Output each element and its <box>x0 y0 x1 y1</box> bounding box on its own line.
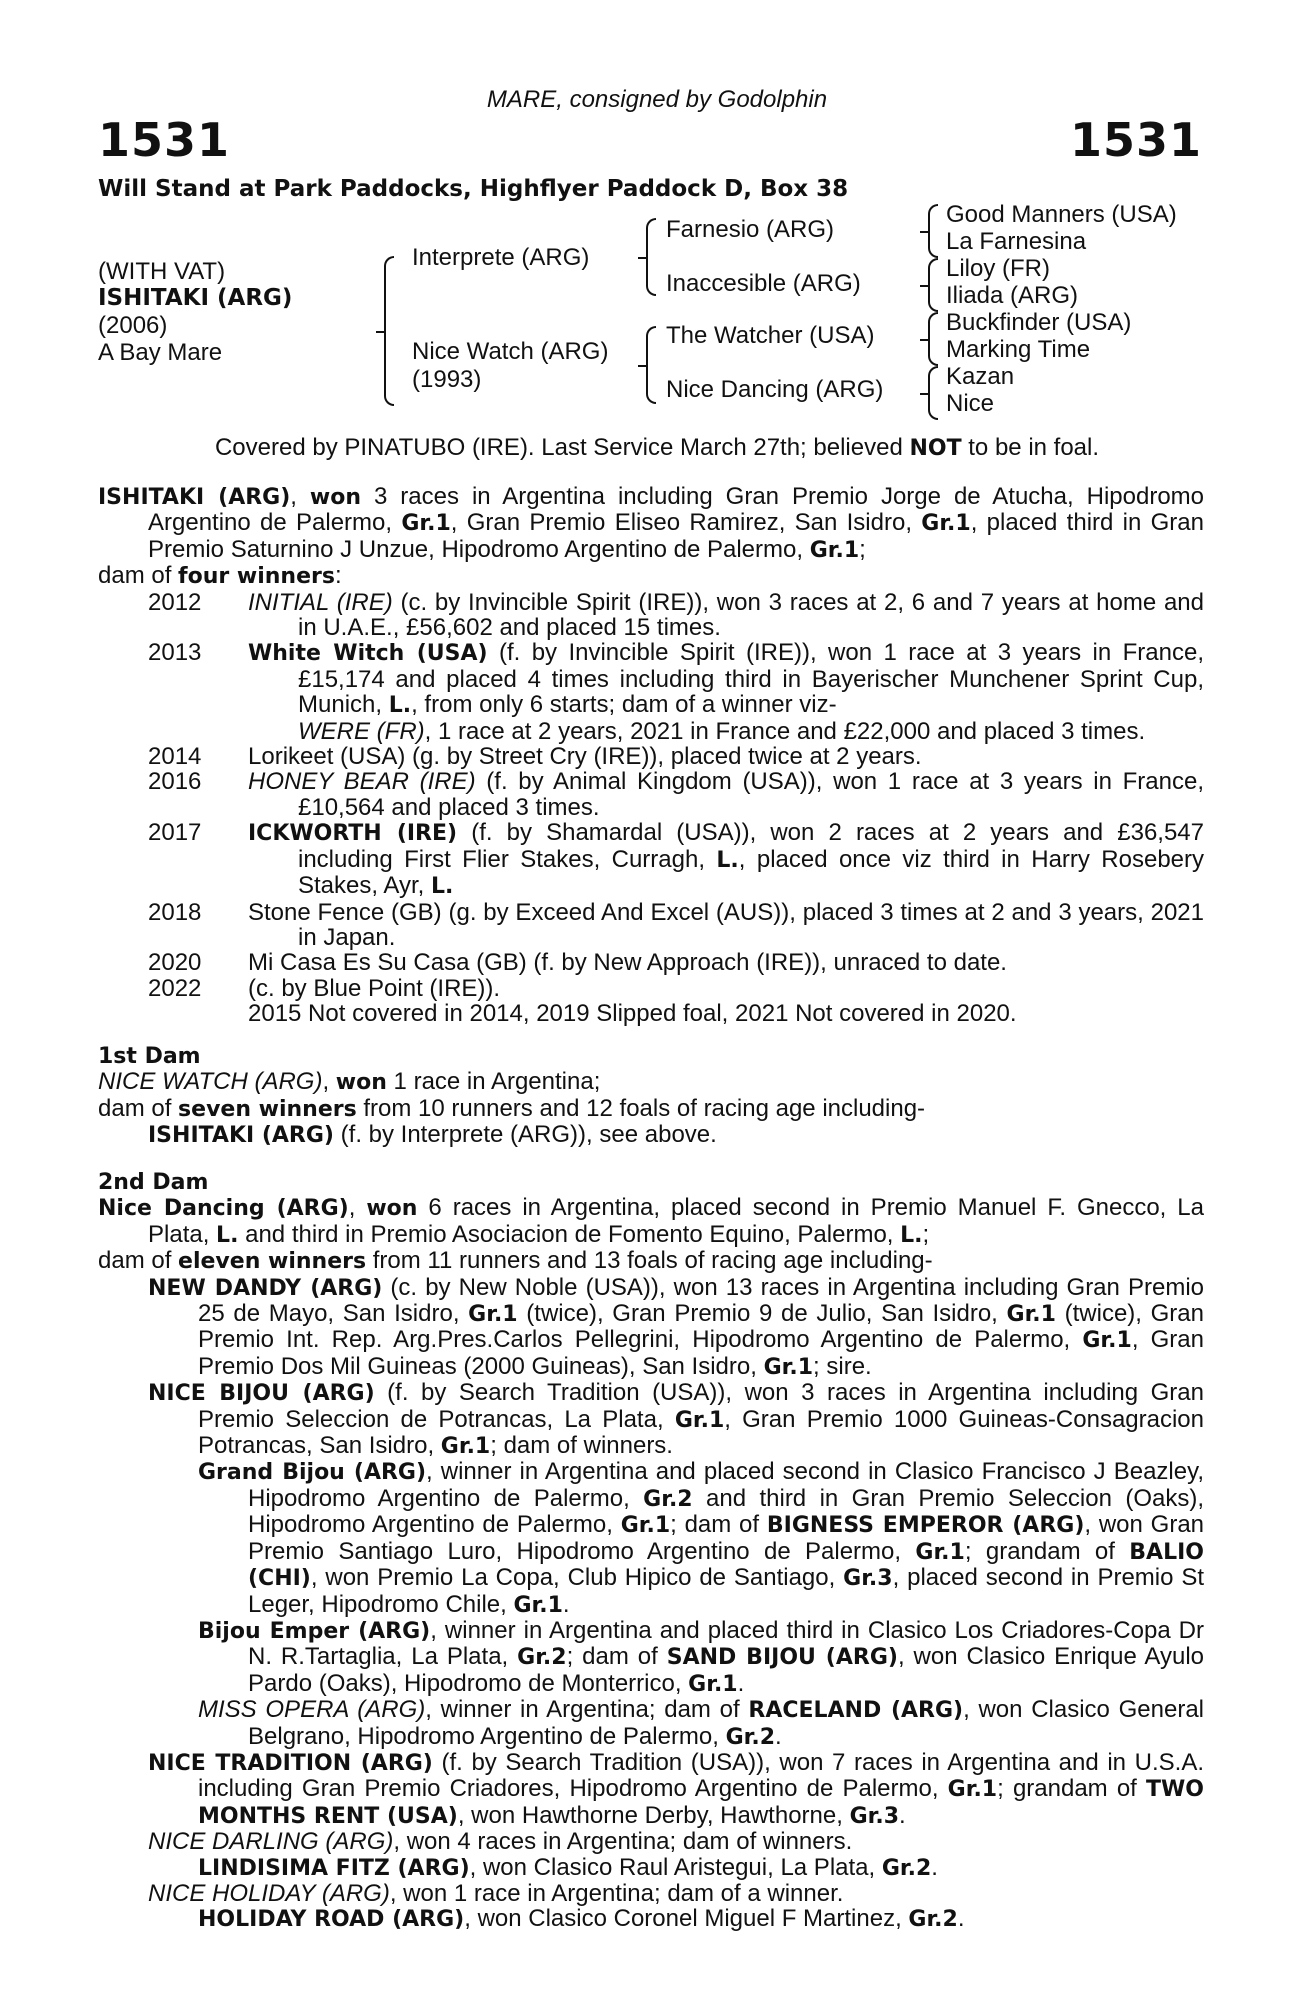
progeny-row <box>98 744 1204 769</box>
grade: Gr.1 <box>1006 1302 1056 1328</box>
produce-text: (c. by New Noble (USA)), won 13 races in Argentina including Gran Premio 25 de Mayo, San Isidro, <box>198 1273 1205 1328</box>
sires-dam: Inaccesible (ARG) <box>666 270 861 297</box>
progeny-detail <box>248 950 1204 975</box>
not-covered-note: 2015 Not covered in 2014, 2019 Slipped foal, 2021 Not covered in 2020. <box>248 1000 1017 1028</box>
first-dam-name: NICE WATCH (ARG) <box>98 1068 323 1096</box>
grade: Gr.1 <box>763 1354 814 1380</box>
brace-g3 <box>928 312 938 366</box>
grade: Gr.1 <box>440 1434 491 1460</box>
produce-name: NEW DANDY (ARG) <box>148 1275 383 1301</box>
progeny-name: Mi Casa Es Su Casa (GB) <box>248 949 527 977</box>
produce-text: ; dam of winners. <box>490 1432 673 1460</box>
mare-text: ; <box>859 535 866 563</box>
ggp-8: Nice <box>946 390 995 417</box>
horse-name: ISHITAKI (ARG) <box>98 285 293 311</box>
second-dam-section <box>98 1170 1204 1933</box>
grade: Gr.3 <box>849 1803 899 1829</box>
progeny-year: 2016 <box>148 768 202 796</box>
grade: Gr.1 <box>809 537 860 563</box>
dam-of-text: dam of <box>98 562 179 590</box>
produce-name: Bijou Emper (ARG) <box>198 1618 431 1644</box>
progeny-text: (c. by Invincible Spirit (IRE)), won 3 races at 2, 6 and 7 years at home and in U.A.E., £56,602 and placed 15 times. <box>298 588 1204 642</box>
produce-text: . <box>737 1669 745 1697</box>
covering-tail: to be in foal. <box>968 434 1100 461</box>
ggp-3: Liloy (FR) <box>946 255 1051 282</box>
produce-bijou-emper <box>98 1618 1204 1697</box>
mare-won: won <box>309 485 362 510</box>
produce-name: BIGNESS EMPEROR (ARG) <box>766 1513 1085 1539</box>
grade: L. <box>388 693 412 719</box>
grade: L. <box>900 1222 923 1248</box>
grade: Gr.1 <box>1082 1328 1132 1354</box>
dam-of-text: dam of <box>98 1247 179 1275</box>
produce-grand-bijou <box>98 1459 1204 1617</box>
ggp-1: Good Manners (USA) <box>946 201 1177 228</box>
produce-text: ; grandam of <box>964 1537 1130 1565</box>
grade: Gr.1 <box>620 1513 671 1539</box>
second-dam-text: and third in Premio Asociacion de Fomento Equino, Palermo, <box>238 1220 901 1248</box>
progeny-text: (f. by Invincible Spirit (IRE)), won 1 race at 3 years in France, £15,174 and placed 4 times including third in Bayerischer Munchener Sprint Cup, Munich, <box>298 639 1204 719</box>
produce-text: ; sire. <box>813 1352 872 1380</box>
second-dam-dam-of <box>98 1248 1204 1274</box>
foaling-year: (2006) <box>98 312 168 339</box>
produce-text: (f. by Interprete (ARG)), see above. <box>333 1121 717 1149</box>
produce-nice-darling <box>98 1829 1204 1854</box>
produce-name: TWO MONTHS RENT (USA) <box>198 1777 1204 1829</box>
brace-dam-parents <box>646 326 656 404</box>
progeny-row <box>98 820 1204 899</box>
produce-text: , won Clasico Raul Aristegui, La Plata, <box>469 1853 882 1881</box>
mare-text: , placed third in Gran Premio Saturnino J Unzue, Hipodromo Argentino de Palermo, <box>148 509 1204 563</box>
dams-dam: Nice Dancing (ARG) <box>666 376 884 403</box>
first-dam-heading: 1st Dam <box>98 1044 201 1069</box>
produce-name: NICE DARLING (ARG) <box>148 1828 394 1856</box>
produce-name: HOLIDAY ROAD (ARG) <box>198 1907 465 1933</box>
produce-text: and third in Gran Premio Seleccion (Oaks), Hipodromo Argentino de Palermo, <box>248 1484 1204 1539</box>
produce-text: , Gran Premio 1000 Guineas-Consagracion Potrancas, San Isidro, <box>198 1405 1205 1460</box>
second-dam-heading: 2nd Dam <box>98 1170 209 1195</box>
produce-holiday-road <box>98 1906 1204 1932</box>
brace-g2 <box>928 258 938 312</box>
progeny-row <box>98 590 1204 641</box>
progeny-text: (f. by New Approach (IRE)), unraced to date. <box>526 949 1007 977</box>
brace-sire-dam <box>384 256 394 406</box>
winners-count: seven winners <box>178 1096 357 1122</box>
produce-text: ; dam of <box>670 1511 767 1539</box>
produce-new-dandy <box>98 1275 1204 1381</box>
progeny-year: 2018 <box>148 898 202 926</box>
grade: L. <box>716 847 739 873</box>
progeny-name: HONEY BEAR (IRE) <box>248 768 476 796</box>
progeny-detail <box>248 590 1204 641</box>
progeny-name: White Witch (USA) <box>248 641 488 667</box>
produce-text: , won 4 races in Argentina; dam of winners. <box>393 1828 853 1856</box>
produce-text: , Gran Premio Dos Mil Guineas (2000 Guineas), San Isidro, <box>198 1326 1204 1380</box>
first-dam-section <box>98 1044 1204 1149</box>
winners-count: four winners <box>178 564 335 590</box>
covering-text: Covered by PINATUBO (IRE). Last Service March 27th; believed <box>214 434 903 461</box>
progeny-row <box>98 640 1204 744</box>
grade: Gr.1 <box>468 1302 518 1328</box>
progeny-detail <box>248 900 1204 951</box>
grade: Gr.2 <box>881 1855 932 1881</box>
progeny-text: , placed once viz third in Harry Rosebery Stakes, Ayr, <box>298 845 1205 900</box>
progeny-text: (g. by Street Cry (IRE)), placed twice at 2 years. <box>405 743 922 771</box>
progeny-year: 2020 <box>148 949 202 977</box>
produce-text: , winner in Argentina and placed third in Clasico Los Criadores-Copa Dr N. R.Tartaglia, La Plata, <box>248 1616 1204 1671</box>
grade: Gr.2 <box>643 1486 693 1512</box>
second-dam-text: ; <box>922 1220 930 1248</box>
progeny-year: 2012 <box>148 588 202 616</box>
produce-nice-tradition <box>98 1750 1204 1829</box>
first-dam-text: 1 race in Argentina; <box>386 1068 601 1096</box>
progeny-row <box>98 769 1204 820</box>
progeny-detail <box>248 769 1204 820</box>
produce-name: NICE BIJOU (ARG) <box>148 1381 375 1407</box>
progeny-row <box>98 976 1204 1001</box>
progeny-text: (f. by Animal Kingdom (USA)), won 1 race at 3 years in France, £10,564 and placed 3 times. <box>298 768 1204 821</box>
grandprogeny <box>298 719 1145 744</box>
grade: Gr.1 <box>688 1671 738 1697</box>
produce-text: (f. by Search Tradition (USA)), won 3 races in Argentina including Gran Premio Seleccion de Potrancas, La Plata, <box>198 1379 1204 1433</box>
stand-location: Will Stand at Park Paddocks, Highflyer Paddock D, Box 38 <box>98 176 849 202</box>
consignor-line: MARE, consigned by Godolphin <box>486 86 828 113</box>
first-dam-dam-of <box>98 1096 1204 1122</box>
grade: Gr.1 <box>401 511 451 537</box>
produce-name: MISS OPERA (ARG) <box>198 1696 426 1724</box>
grade: Gr.1 <box>921 511 971 537</box>
progeny-detail <box>248 744 1204 769</box>
grandprogeny-text: , 1 race at 2 years, 2021 in France and £22,000 and placed 3 times. <box>424 717 1146 745</box>
produce-text: , won 1 race in Argentina; dam of a winner. <box>389 1879 844 1907</box>
produce-name: ISHITAKI (ARG) <box>148 1123 334 1149</box>
grade: L. <box>216 1222 239 1248</box>
progeny-row <box>98 950 1204 975</box>
grade: L. <box>430 874 454 900</box>
grade: Gr.2 <box>908 1907 958 1933</box>
produce-text: , won Premio La Copa, Club Hipico de Santiago, <box>310 1564 844 1592</box>
second-dam-record: Nice Dancing (ARG), won 6 races in Argentina, placed second in Premio Manuel F. Gnecco, La Plata, L. and third in Premio Asociacion de Fomento Equino, Palermo, L.; <box>98 1194 1204 1248</box>
produce-name: Grand Bijou (ARG) <box>198 1460 427 1486</box>
covering-note <box>0 434 1314 462</box>
second-dam-name: Nice Dancing (ARG) <box>98 1196 349 1222</box>
produce-text: . <box>931 1853 938 1881</box>
ggp-5: Buckfinder (USA) <box>946 309 1132 336</box>
progeny-detail <box>248 976 1204 1001</box>
progeny-detail <box>248 820 1204 899</box>
produce-text: , won Clasico Coronel Miguel F Martinez, <box>464 1905 909 1933</box>
grade: Gr.2 <box>517 1645 567 1671</box>
produce-text: ; grandam of <box>997 1775 1147 1803</box>
sire-name: Interprete (ARG) <box>412 244 590 271</box>
produce-text: ; dam of <box>566 1643 667 1671</box>
brace-g1 <box>928 204 938 258</box>
produce-lindisima-fitz <box>98 1855 1204 1881</box>
produce-nice-holiday <box>98 1881 1204 1906</box>
produce-name: SAND BIJOU (ARG) <box>666 1645 898 1671</box>
produce-text: . <box>775 1722 782 1750</box>
grade: Gr.1 <box>513 1592 563 1618</box>
sires-sire: Farnesio (ARG) <box>666 216 835 243</box>
ggp-2: La Farnesina <box>946 228 1087 255</box>
dam-of-text: dam of <box>98 1094 179 1122</box>
mare-record <box>98 484 1204 1027</box>
progeny-name: ICKWORTH (IRE) <box>248 821 458 847</box>
second-dam-text: 6 races in Argentina, placed second in Premio Manuel F. Gnecco, La Plata, <box>148 1194 1204 1248</box>
produce-text: , won Hawthorne Derby, Hawthorne, <box>457 1801 850 1829</box>
produce-text: (twice), Gran Premio Int. Rep. Arg.Pres.Carlos Pellegrini, Hipodromo Argentino de Palermo, <box>198 1300 1204 1354</box>
progeny-text: (g. by Exceed And Excel (AUS)), placed 3 times at 2 and 3 years, 2021 in Japan. <box>298 898 1204 951</box>
horse-description: A Bay Mare <box>98 339 223 366</box>
produce-text: . <box>899 1801 906 1829</box>
produce-text: . <box>562 1590 570 1618</box>
produce-text: , winner in Argentina and placed second in Clasico Francisco J Beazley, Hipodromo Argentino de Palermo, <box>248 1458 1204 1512</box>
produce-miss-opera <box>98 1697 1204 1750</box>
progeny-row <box>98 900 1204 951</box>
grade: Gr.1 <box>947 1777 998 1803</box>
grade: Gr.3 <box>843 1566 893 1592</box>
produce-text: , won Clasico Enrique Ayulo Pardo (Oaks), Hipodromo de Monterrico, <box>248 1643 1205 1697</box>
produce-name: NICE HOLIDAY (ARG) <box>148 1879 390 1907</box>
produce-name: BALIO (CHI) <box>248 1539 1204 1592</box>
progeny-year: 2014 <box>148 743 202 771</box>
mare-paragraph: ISHITAKI (ARG), won 3 races in Argentina including Gran Premio Jorge de Atucha, Hipodromo Argentino de Palermo, Gr.1, Gran Premio Eliseo Ramirez, San Isidro, Gr.1, placed third in Gran Premio Saturnino J Unzue, Hipodromo Argentino de Palermo, Gr.1; <box>98 483 1205 563</box>
produce-nice-bijou <box>98 1380 1204 1459</box>
brace-sire-parents <box>646 218 656 296</box>
winners-count: eleven winners <box>178 1249 367 1275</box>
ggp-7: Kazan <box>946 363 1015 390</box>
dam-name: Nice Watch (ARG) <box>412 338 609 365</box>
mare-text: 3 races in Argentina including Gran Premio Jorge de Atucha, Hipodromo Argentino de Palermo, <box>148 483 1205 537</box>
mare-text: , Gran Premio Eliseo Ramirez, San Isidro, <box>450 509 922 537</box>
produce-name: RACELAND (ARG) <box>748 1698 964 1724</box>
dams-sire: The Watcher (USA) <box>666 322 875 349</box>
grade: Gr.1 <box>674 1407 725 1433</box>
mare-dam-of <box>98 563 1204 589</box>
produce-name: LINDISIMA FITZ (ARG) <box>198 1855 470 1881</box>
produce-text: , won Gran Premio Santiago Luro, Hipodromo Argentino de Palermo, <box>248 1511 1205 1565</box>
produce-text: , won Clasico General Belgrano, Hipodromo Argentino de Palermo, <box>248 1696 1204 1750</box>
progeny-year: 2013 <box>148 639 202 667</box>
dam-of-text: : <box>334 562 342 590</box>
grade: Gr.2 <box>725 1724 776 1750</box>
produce-name: NICE TRADITION (ARG) <box>148 1750 433 1776</box>
progeny-name: INITIAL (IRE) <box>248 588 393 616</box>
brace-g4 <box>928 366 938 420</box>
won-label: won <box>335 1070 387 1096</box>
progeny-year: 2022 <box>148 974 202 1002</box>
produce-text: (f. by Search Tradition (USA)), won 7 races in Argentina and in U.S.A. including Gran Premio Criadores, Hipodromo Argentino de Palermo, <box>198 1748 1204 1803</box>
first-dam-record: NICE WATCH (ARG), won 1 race in Argentina; <box>98 1068 601 1096</box>
covering-not: NOT <box>909 436 962 461</box>
produce-text: , placed second in Premio St Leger, Hipodromo Chile, <box>248 1564 1205 1618</box>
progeny-detail <box>248 640 1204 744</box>
progeny-year: 2017 <box>148 819 202 847</box>
first-dam-produce <box>98 1122 1204 1148</box>
won-label: won <box>366 1196 418 1222</box>
produce-text: . <box>957 1905 965 1933</box>
progeny-text: (c. by Blue Point (IRE)). <box>248 974 501 1002</box>
mare-name: ISHITAKI (ARG) <box>98 485 291 510</box>
dam-year: (1993) <box>412 366 482 393</box>
progeny-text: , from only 6 starts; dam of a winner viz- <box>411 691 837 719</box>
progeny-text: (f. by Shamardal (USA)), won 2 races at 2 years and £36,547 including First Flier Stakes, Curragh, <box>298 819 1204 873</box>
grade: Gr.1 <box>915 1539 965 1565</box>
ggp-4: Iliada (ARG) <box>946 282 1079 309</box>
lot-number-left: 1531 <box>98 113 231 167</box>
dam-of-text: from 11 runners and 13 foals of racing age including- <box>366 1247 933 1275</box>
progeny-name: Lorikeet (USA) <box>248 743 406 771</box>
lot-number-right: 1531 <box>1069 113 1202 167</box>
grandprogeny-name: WERE (FR) <box>298 717 425 745</box>
vat-note: (WITH VAT) <box>98 258 226 285</box>
produce-text: , winner in Argentina; dam of <box>425 1696 749 1724</box>
dam-of-text: from 10 runners and 12 foals of racing age including- <box>356 1094 926 1122</box>
progeny-name: Stone Fence (GB) <box>248 898 442 926</box>
ggp-6: Marking Time <box>946 336 1091 363</box>
produce-text: (twice), Gran Premio 9 de Julio, San Isidro, <box>517 1300 1007 1328</box>
